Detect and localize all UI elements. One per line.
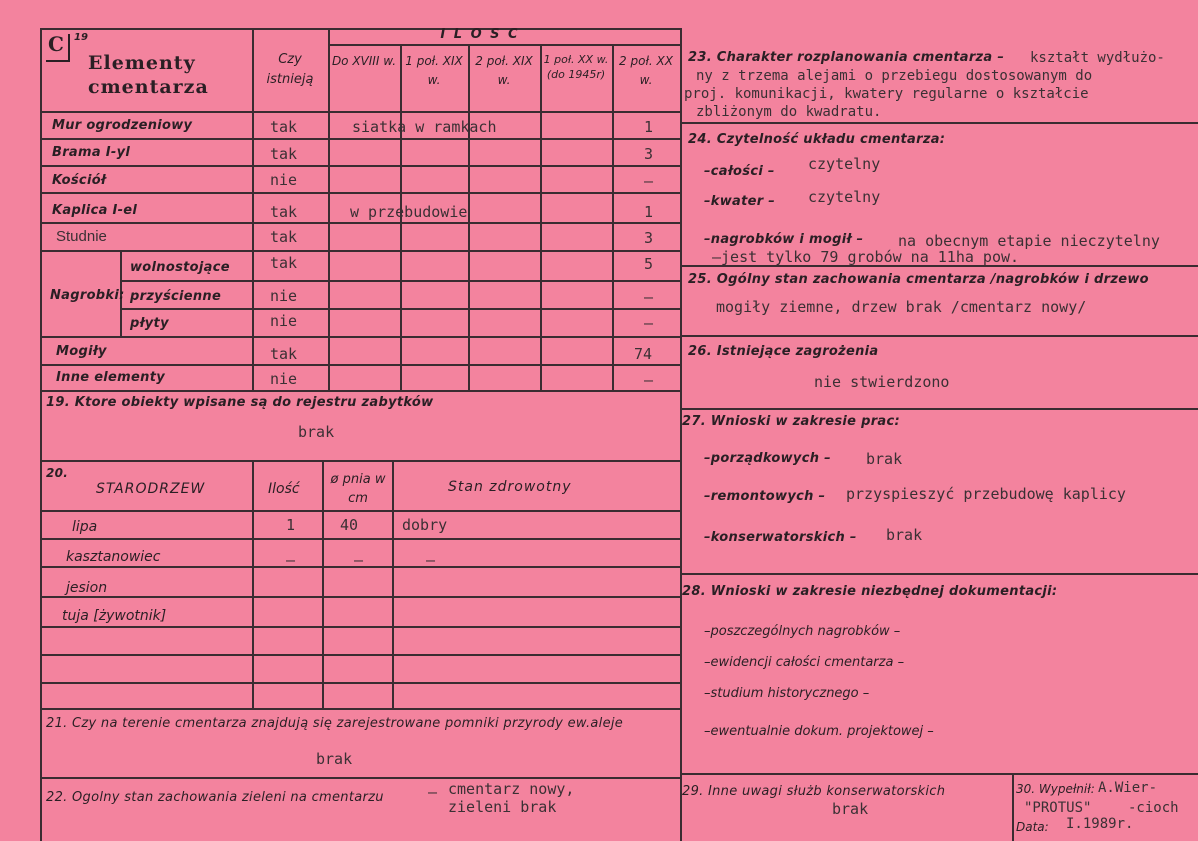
row-kosciol-count: – [644,172,654,190]
s30-date-label: Data: [1016,820,1049,834]
s24-whole-label: –całości – [704,164,775,179]
period-4: 1 poł. XX w. (do 1945r) [543,53,609,81]
s24-whole-value: czytelny [808,155,881,173]
s20-col-name: STARODRZEW [96,481,206,497]
tree-kasztanowiec-diam: – [354,551,364,569]
s29-value: brak [832,800,869,818]
period-1: Do XVIII w. [331,54,397,68]
s20-num: 20. [46,466,69,480]
s24-graves-value: na obecnym etapie nieczytelny [898,232,1160,250]
s22-dash: – [428,783,438,801]
s20-col-diam: ø pnia w cm [330,472,386,506]
s27-conserv-label: –konserwatorskich – [704,530,857,545]
s23-line2: ny z trzema alejami o przebiegu dostosowanym do [696,68,1093,84]
s24-graves-value2: –jest tylko 79 grobów na 11ha pow. [712,248,1020,266]
row-mogily-count: 74 [634,345,653,363]
s26-value: nie stwierdzono [814,373,950,391]
card-letter: C [48,32,64,56]
row-kosciol-label: Kościół [52,173,107,188]
s27-label: 27. Wnioski w zakresie prac: [682,414,900,429]
nagrobki-label: Nagrobki: [50,288,125,303]
row-inne-exists: nie [270,370,298,388]
s23-line4: zbliżonym do kwadratu. [696,104,882,120]
s21-value: brak [316,750,353,768]
row-przyscienne-label: przyścienne [130,289,222,304]
row-mur-count: 1 [644,118,654,136]
row-mur-exists: tak [270,118,298,136]
s19-label: 19. Ktore obiekty wpisane są do rejestru zabytków [46,395,434,410]
row-wolnostojace-exists: tak [270,254,298,272]
s30-date: I.1989r. [1066,816,1134,832]
s24-quarters-value: czytelny [808,188,881,206]
row-brama-count: 3 [644,145,654,163]
card-title-line2: cmentarza [88,76,209,98]
s27-conserv-value: brak [886,526,923,544]
s23-line1: kształt wydłużo- [1030,50,1165,66]
tree-lipa-health: dobry [402,516,448,534]
s30-name2: -cioch [1128,800,1179,816]
card-title-line1: Elementy [88,52,196,74]
s30-org: "PROTUS" [1024,800,1092,816]
s28-item-2: –ewidencji całości cmentarza – [704,655,905,670]
row-studnie-exists: tak [270,228,298,246]
s28-label: 28. Wnioski w zakresie niezbędnej dokumentacji: [682,584,1058,599]
row-plyty-exists: nie [270,312,298,330]
row-wolnostojace-count: 5 [644,255,654,273]
s21-label: 21. Czy na terenie cmentarza znajdują się zarejestrowane pomniki przyrody ew.aleje [46,716,624,731]
s27-order-value: brak [866,450,903,468]
s25-value: mogiły ziemne, drzew brak /cmentarz nowy/ [716,298,1087,316]
tree-lipa-count: 1 [286,516,296,534]
s27-repair-label: –remontowych – [704,489,826,504]
s22-value-line1: cmentarz nowy, [448,780,575,798]
tree-jesion-name: jesion [66,580,108,596]
s27-order-label: –porządkowych – [704,451,831,466]
tree-tuja-name: tuja [żywotnik] [62,608,167,624]
period-3: 2 poł. XIX w. [475,54,533,87]
s20-col-health: Stan zdrowotny [448,479,572,495]
row-wolnostojace-label: wolnostojące [130,260,230,275]
s22-value-line2: zieleni brak [448,798,557,816]
s24-graves-label: –nagrobków i mogił – [704,232,864,247]
row-kaplica-count: 1 [644,203,654,221]
s24-quarters-label: –kwater – [704,194,776,209]
s24-label: 24. Czytelność układu cmentarza: [688,132,946,147]
tree-kasztanowiec-count: – [286,551,296,569]
s28-item-3: –studium historycznego – [704,686,870,701]
s30-name1: A.Wier- [1098,780,1158,796]
s26-label: 26. Istniejące zagrożenia [688,344,879,359]
row-mur-note: siatka w ramkach [352,118,497,136]
row-inne-count: – [644,371,654,389]
s20-col-count: Ilość [268,481,300,497]
s23-line3: proj. komunikacji, kwatery regularne o kształcie [684,86,1089,102]
s23-label: 23. Charakter rozplanowania cmentarza – [688,50,1005,65]
period-2: 1 poł. XIX w. [405,54,463,87]
period-5: 2 poł. XX w. [619,54,673,87]
col-quantity-header: I L O S C [440,27,520,42]
row-studnie-label: Studnie [56,228,107,245]
row-plyty-count: – [644,314,654,332]
tree-kasztanowiec-health: – [426,551,436,569]
row-kaplica-exists: tak [270,203,298,221]
tree-kasztanowiec-name: kasztanowiec [66,549,161,565]
s28-item-4: –ewentualnie dokum. projektowej – [704,724,934,739]
s29-label: 29. Inne uwagi służb konserwatorskich [682,784,946,799]
row-mogily-exists: tak [270,345,298,363]
row-plyty-label: płyty [130,316,169,331]
s22-label: 22. Ogolny stan zachowania zieleni na cmentarzu [46,790,384,805]
row-inne-label: Inne elementy [56,370,165,385]
row-mur-label: Mur ogrodzeniowy [52,118,193,133]
s30-label: 30. Wypełnił: [1016,782,1095,796]
row-brama-exists: tak [270,145,298,163]
tree-lipa-name: lipa [72,519,98,535]
row-mogily-label: Mogiły [56,344,107,359]
row-kaplica-note: w przebudowie [350,203,468,221]
row-brama-label: Brama I-yl [52,145,131,160]
s25-label: 25. Ogólny stan zachowania cmentarza /nagrobków i drzewo [688,272,1149,287]
row-przyscienne-exists: nie [270,287,298,305]
row-studnie-count: 3 [644,229,654,247]
s19-value: brak [298,423,335,441]
row-kosciol-exists: nie [270,171,298,189]
s28-item-1: –poszczególnych nagrobków – [704,624,901,639]
tree-lipa-diam: 40 [340,516,359,534]
col-exists-header: Czy istnieją [266,52,314,87]
card-number: 19 [74,32,88,43]
s27-repair-value: przyspieszyć przebudowę kaplicy [846,485,1126,503]
row-przyscienne-count: – [644,288,654,306]
row-kaplica-label: Kaplica I-el [52,203,138,218]
